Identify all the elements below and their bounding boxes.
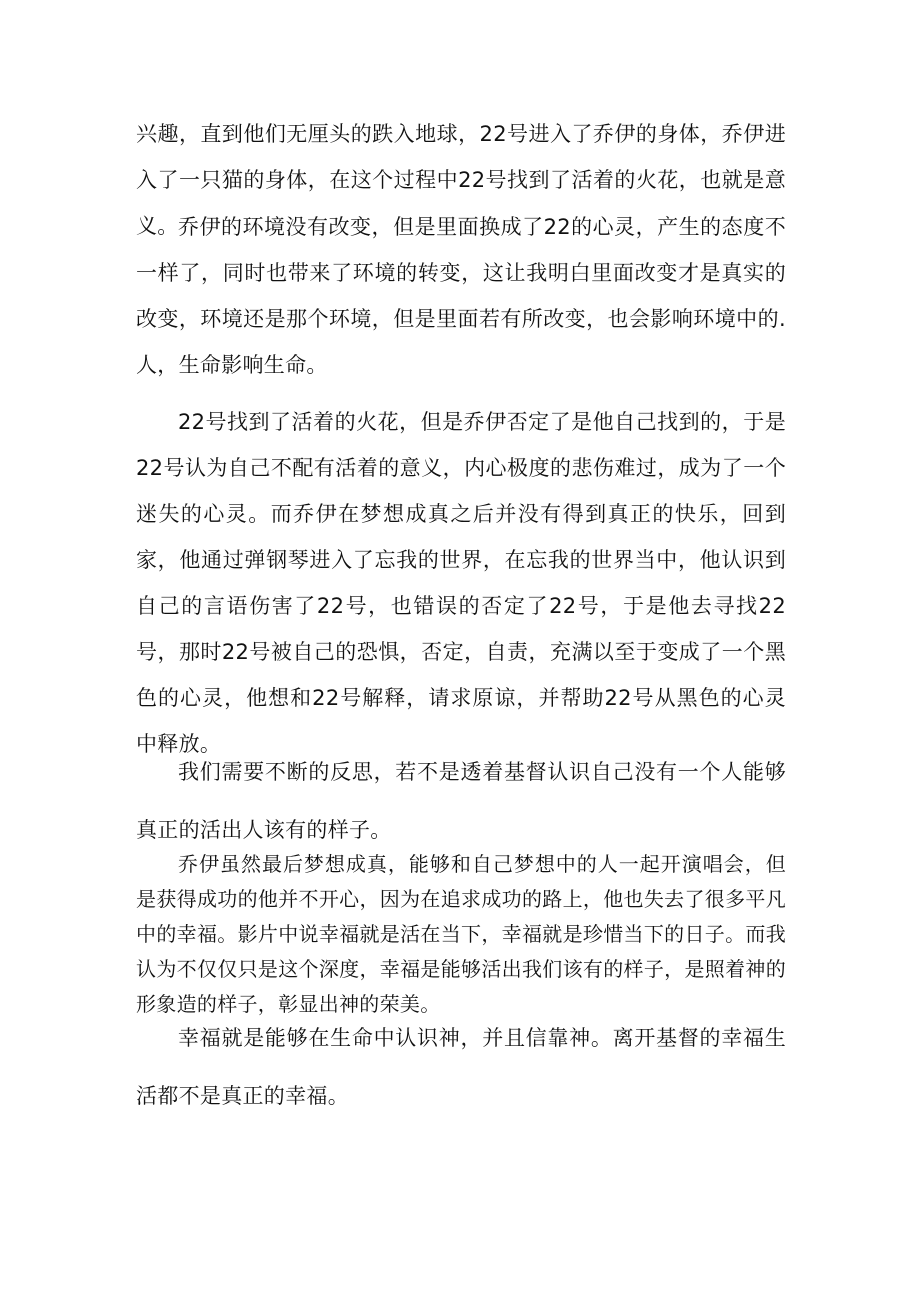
paragraph-2: 乔伊的环境没有改变，但是里面换成了22的心灵，产生的态度不一样了，同时也带来了环境的转变，这让我明白里面改变才是真实的改变，环境还是那个环境，但是里面若有所改变，也会影响环境中的. 人，生命影响生命。	[136, 215, 786, 377]
paragraph-3: 22号找到了活着的火花，但是乔伊否定了是他自己找到的，于是22号认为自己不配有活着的意义，内心极度的悲伤难过，成为了一个迷失的心灵。而乔伊在梦想成真之后并没有得到真正的快乐，回到家，他通过弹钢琴进入了忘我的世界，在忘我的世界当中，他认识到自己的言语伤害了22号，也错误的否定了22号，于是他去寻找22号，那时22号被自己的恐惧，否定，自责，充满以至于变成了一个黑色的心灵，他想和22号解释，请求原谅，并帮助22号从黑色的心灵中释放。	[136, 410, 786, 756]
paragraph-4: 我们需要不断的反思，若不是透着基督认识自己没有一个人能够真正的活出人该有的样子。	[136, 760, 786, 842]
paragraph-1: 兴趣，直到他们无厘头的跌入地球，22号进入了乔伊的身体，乔伊进入了一只猫的身体，在这个过程中22号找到了活着的火花，也就是意义。	[136, 122, 786, 238]
paragraph-5: 乔伊虽然最后梦想成真，能够和自己梦想中的人一起开演唱会，但是获得成功的他并不开心，因为在追求成功的路上，他也失去了很多平凡中的幸福。影片中说幸福就是活在当下，幸福就是珍惜当下的日子。而我认为不仅仅只是这个深度，幸福是能够活出我们该有的样子，是照着神的形象造的样子，彰显出神的荣美。	[136, 852, 786, 1016]
paragraph-6: 幸福就是能够在生命中认识神，并且信靠神。离开基督的幸福生活都不是真正的幸福。	[136, 1026, 786, 1108]
